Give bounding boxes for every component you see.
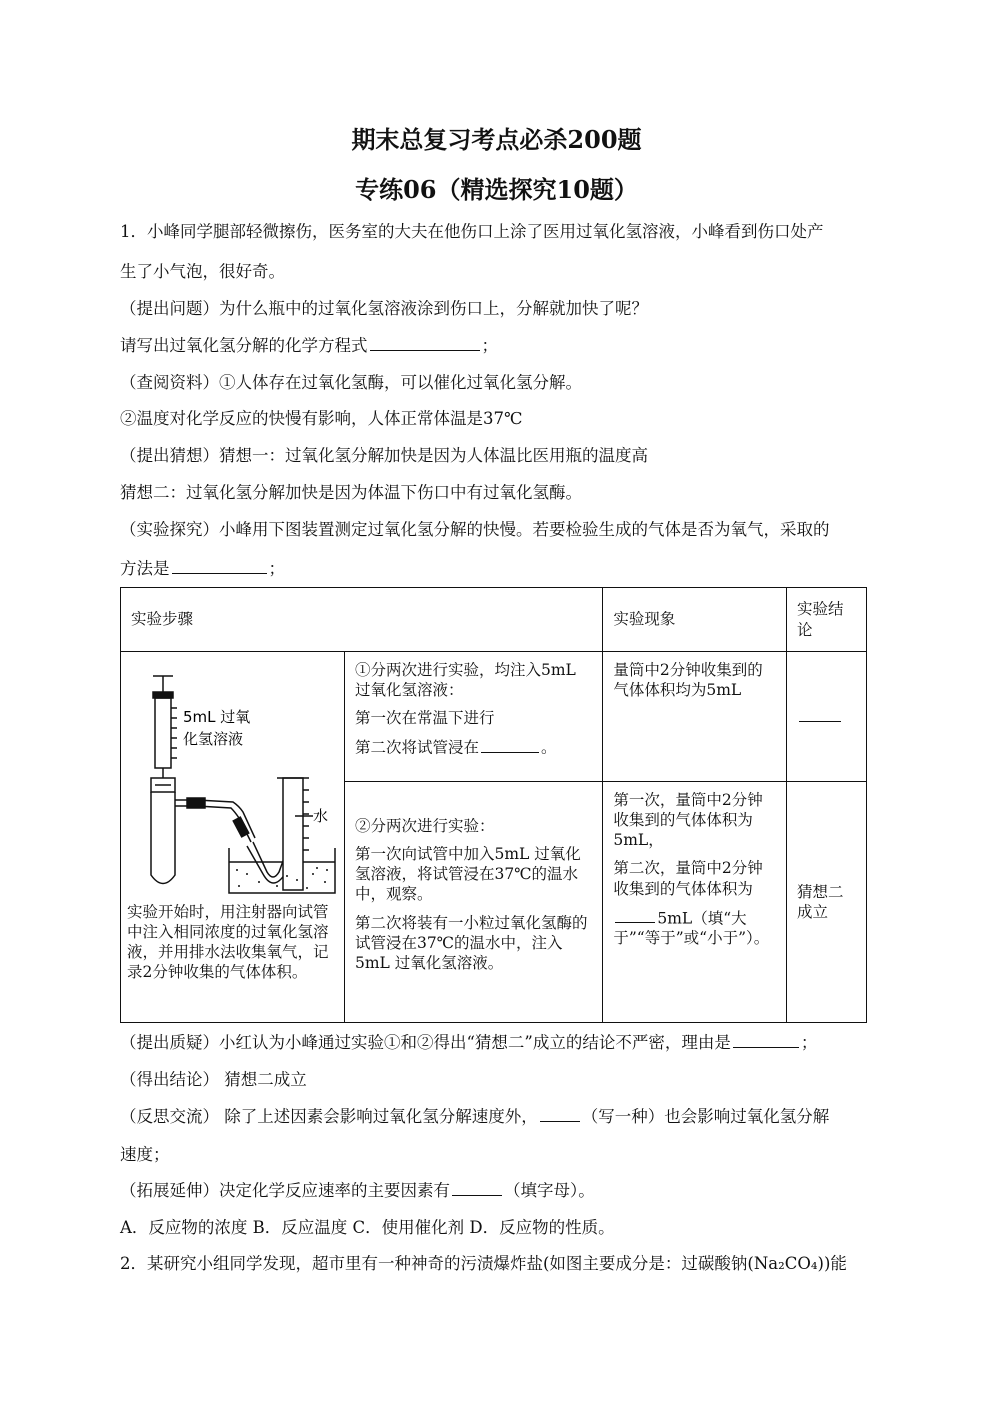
explore-method-label: 方法是 <box>120 559 170 578</box>
reflect-text-a: （反思交流） 除了上述因素会影响过氧化氢分解速度外， <box>120 1107 538 1126</box>
row2-conclusion: 猜想二成立 <box>787 782 867 1023</box>
figure-caption: 实验开始时，用注射器向试管中注入相同浓度的过氧化氢溶液，并用排水法收集氧气，记录2分钟收集的气体体积。 <box>127 903 329 982</box>
explore-end: ； <box>268 559 285 578</box>
row2-phenomenon <box>603 782 787 1023</box>
q1-extend-line <box>120 1177 595 1201</box>
q1-intro-line-1: 1．小峰同学腿部轻微擦伤，医务室的大夫在他伤口上涂了医用过氧化氢溶液，小峰看到伤口处产 <box>120 222 824 241</box>
row1-step-c-text: 第二次将试管浸在 <box>354 738 479 757</box>
water-label: 水 <box>313 807 329 825</box>
q1-result: （得出结论） 猜想二成立 <box>120 1070 307 1089</box>
header-conclusion: 实验结论 <box>787 588 867 652</box>
figure-cell <box>121 652 345 1023</box>
q1-question: （提出问题）为什么瓶中的过氧化氢溶液涂到伤口上，分解就加快了呢？ <box>120 299 648 318</box>
extend-text: （拓展延伸）决定化学反应速率的主要因素有 <box>120 1181 450 1200</box>
row1-steps <box>344 652 602 782</box>
method-blank[interactable] <box>172 557 267 575</box>
page-subtitle: 专练06（精选探究10题） <box>355 175 638 204</box>
row2-step-b: 第一次向试管中加入5mL 过氧化氢溶液，将试管浸在37℃的温水中，观察。 <box>354 845 581 904</box>
row2-steps <box>344 782 602 1023</box>
q1-explore-line-2 <box>120 555 285 579</box>
q1-info-2: ②温度对化学反应的快慢有影响，人体正常体温是37℃ <box>120 409 523 428</box>
row1-water-blank[interactable] <box>481 736 539 753</box>
row2-phen-c <box>613 907 776 949</box>
q1-explore-line-1: （实验探究）小峰用下图装置测定过氧化氢分解的快慢。若要检验生成的气体是否为氧气，采取的 <box>120 520 830 539</box>
q1-info-1: （查阅资料）①人体存在过氧化氢酶，可以催化过氧化氢分解。 <box>120 373 582 392</box>
reflect-text-b: （写一种）也会影响过氧化氢分解 <box>581 1107 830 1126</box>
q1-doubt-line <box>120 1029 817 1053</box>
doubt-blank[interactable] <box>733 1031 799 1049</box>
q1-options: A．反应物的浓度 B．反应温度 C．使用催化剂 D．反应物的性质。 <box>120 1218 615 1237</box>
table-row-1 <box>121 652 867 782</box>
row1-step-c-end: 。 <box>541 738 557 757</box>
syringe-label-1: 5mL 过氧 <box>183 708 251 726</box>
doubt-end: ； <box>800 1033 818 1052</box>
experiment-table <box>120 587 867 1023</box>
q1-equation-line <box>120 332 498 356</box>
q1-reflect-line-1 <box>120 1103 829 1127</box>
row1-step-a: ①分两次进行实验，均注入5mL 过氧化氢溶液： <box>354 661 576 700</box>
equation-prompt: 请写出过氧化氢分解的化学方程式 <box>120 336 368 355</box>
row2-step-a: ②分两次进行实验： <box>354 817 495 835</box>
row2-phen-c-text: 5mL（填“大于”“等于”或“小于”）。 <box>613 909 770 948</box>
syringe-label-2: 化氢溶液 <box>183 730 244 748</box>
row2-phen-a: 第一次，量筒中2分钟收集到的气体体积为5mL， <box>613 791 763 850</box>
row1-conclusion <box>787 652 867 782</box>
row2-compare-blank[interactable] <box>615 907 655 924</box>
row1-conclusion-blank[interactable] <box>799 706 841 723</box>
q2-text: 2．某研究小组同学发现，超市里有一种神奇的污渍爆炸盐(如图主要成分是：过碳酸钠(Na₂CO₄))能 <box>120 1254 847 1273</box>
extend-blank[interactable] <box>452 1179 502 1197</box>
extend-end: （填字母）。 <box>504 1181 595 1200</box>
q1-guess-1: （提出猜想）猜想一：过氧化氢分解加快是因为人体温比医用瓶的温度高 <box>120 446 648 465</box>
reflect-blank[interactable] <box>540 1105 580 1123</box>
page-title: 期末总复习考点必杀200题 <box>351 125 642 154</box>
header-phenomenon: 实验现象 <box>603 588 787 652</box>
q1-reflect-line-2: 速度； <box>120 1145 170 1164</box>
apparatus-diagram <box>127 660 337 900</box>
row2-phen-b: 第二次，量筒中2分钟收集到的气体体积为 <box>613 859 763 898</box>
row1-step-b: 第一次在常温下进行 <box>354 709 495 728</box>
equation-end: ； <box>481 336 498 355</box>
q1-intro-line-2: 生了小气泡，很好奇。 <box>120 262 285 281</box>
row1-step-c <box>355 736 592 758</box>
header-steps: 实验步骤 <box>121 588 603 652</box>
row1-phenomenon: 量筒中2分钟收集到的气体体积均为5mL <box>603 652 787 782</box>
row2-step-c: 第二次将装有一小粒过氧化氢酶的试管浸在37℃的温水中，注入5mL 过氧化氢溶液。 <box>354 913 588 972</box>
q1-guess-2: 猜想二：过氧化氢分解加快是因为体温下伤口中有过氧化氢酶。 <box>120 483 582 502</box>
doubt-text: （提出质疑）小红认为小峰通过实验①和②得出“猜想二”成立的结论不严密，理由是 <box>120 1033 731 1052</box>
equation-blank[interactable] <box>370 334 480 352</box>
table-header-row <box>121 588 867 652</box>
